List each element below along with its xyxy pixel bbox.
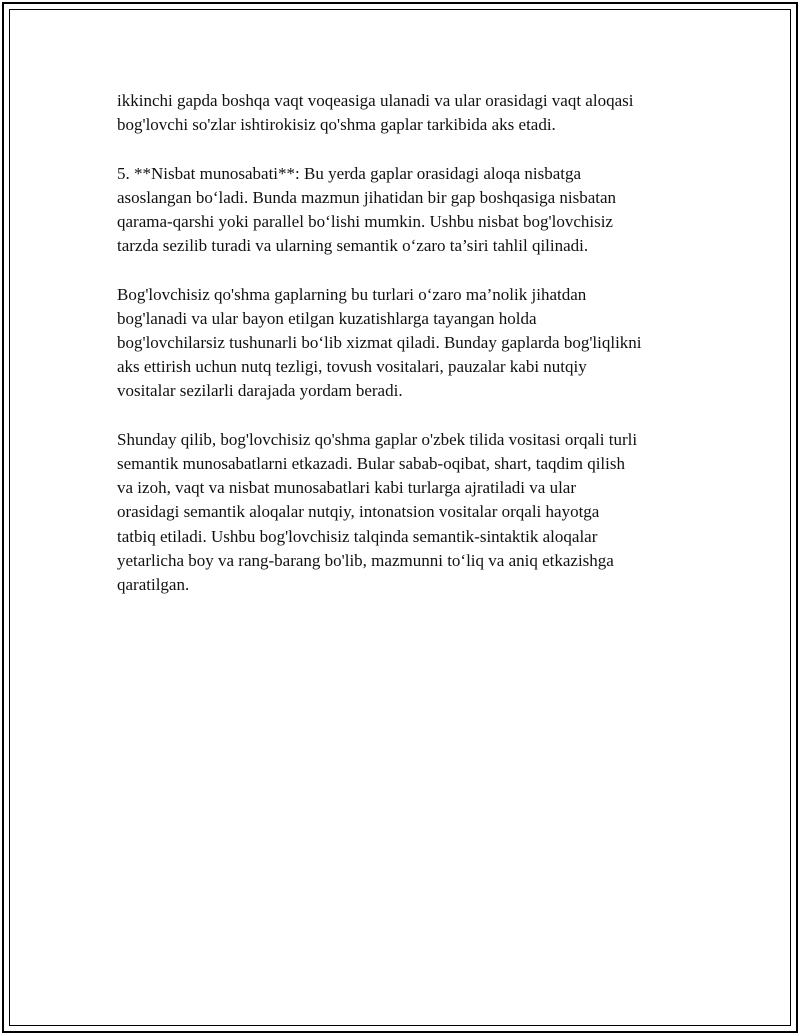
text-line: orasidagi semantik aloqalar nutqiy, intonatsion vositalar orqali hayotga bbox=[117, 502, 600, 522]
text-line: vositalar sezilarli darajada yordam beradi. bbox=[117, 381, 403, 401]
text-line: qarama-qarshi yoki parallel bo‘lishi mumkin. Ushbu nisbat bog'lovchisiz bbox=[117, 212, 613, 231]
text-line: aks ettirish uchun nutq tezligi, tovush vositalari, pauzalar kabi nutqiy bbox=[117, 357, 587, 377]
text-line: bog'lovchi so'zlar ishtirokisiz qo'shma gaplar tarkibida aks etadi. bbox=[117, 115, 556, 135]
text-line: Bog'lovchisiz qo'shma gaplarning bu turlari o‘zaro ma’nolik jihatdan bbox=[117, 284, 587, 304]
paragraph-conclusion bbox=[117, 428, 697, 597]
paragraph-types-summary bbox=[117, 283, 697, 404]
paragraph-time-relation-end bbox=[117, 89, 697, 137]
text-line: ikkinchi gapda boshqa vaqt voqeasiga ulanadi va ular orasidagi vaqt aloqasi bbox=[117, 91, 634, 110]
paragraph-ratio-relation bbox=[117, 162, 697, 259]
text-line: 5. **Nisbat munosabati**: Bu yerda gaplar orasidagi aloqa nisbatga bbox=[117, 163, 582, 183]
text-line: va izoh, vaqt va nisbat munosabatlari kabi turlarga ajratiladi va ular bbox=[117, 478, 576, 498]
text-line: semantik munosabatlarni etkazadi. Bular sabab-oqibat, shart, taqdim qilish bbox=[117, 454, 625, 473]
text-line: bog'lovchilarsiz tushunarli bo‘lib xizmat qiladi. Bunday gaplarda bog'liqlikni bbox=[117, 333, 642, 352]
text-line: asoslangan bo‘ladi. Bunda mazmun jihatidan bir gap boshqasiga nisbatan bbox=[117, 187, 617, 207]
text-line: tarzda sezilib turadi va ularning semantik o‘zaro ta’siri tahlil qilinadi. bbox=[117, 236, 589, 256]
document-body bbox=[117, 89, 697, 621]
text-line: qaratilgan. bbox=[117, 575, 190, 595]
text-line: yetarlicha boy va rang-barang bo'lib, mazmunni to‘liq va aniq etkazishga bbox=[117, 550, 614, 570]
text-line: Shunday qilib, bog'lovchisiz qo'shma gaplar o'zbek tilida vositasi orqali turli bbox=[117, 429, 638, 449]
text-line: tatbiq etiladi. Ushbu bog'lovchisiz talqinda semantik-sintaktik aloqalar bbox=[117, 526, 598, 546]
text-line: bog'lanadi va ular bayon etilgan kuzatishlarga tayangan holda bbox=[117, 308, 537, 328]
